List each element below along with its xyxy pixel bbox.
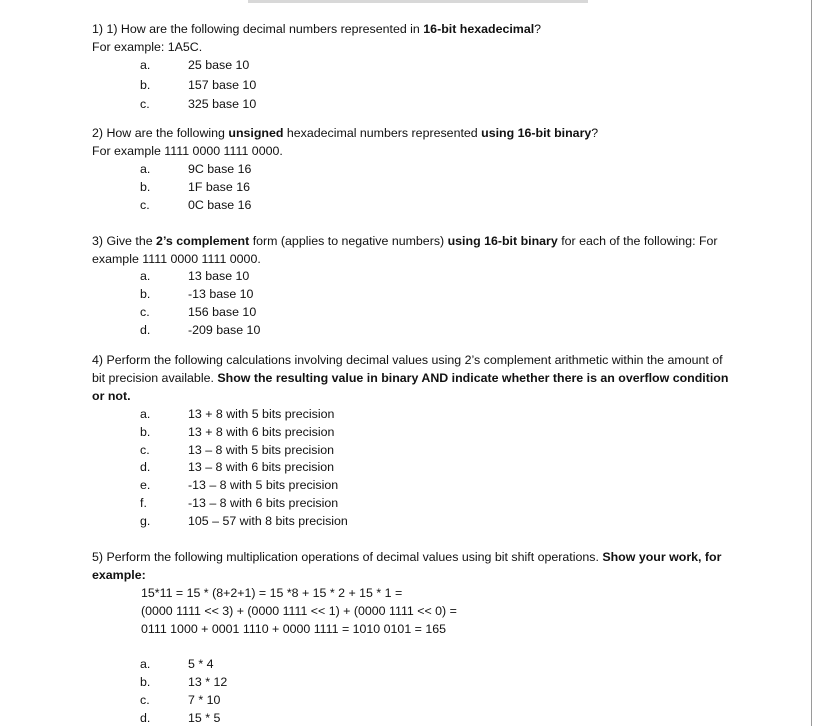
question-4-emphasis: Show the resulting value in binary AND indicate whether there is an overflow condition or not. bbox=[92, 371, 729, 403]
item-text: 25 base 10 bbox=[188, 58, 250, 72]
item-label: a. bbox=[140, 162, 151, 176]
item-text: 13 + 8 with 6 bits precision bbox=[188, 425, 335, 439]
item-text: 325 base 10 bbox=[188, 97, 257, 111]
item-text: 13 base 10 bbox=[188, 269, 250, 283]
question-2-emphasis-2: using 16-bit binary bbox=[481, 126, 592, 140]
question-2-example: For example 1111 0000 1111 0000. bbox=[92, 144, 283, 158]
list-item bbox=[0, 76, 813, 94]
question-5-prompt bbox=[92, 548, 732, 584]
list-item bbox=[0, 673, 813, 691]
list-item bbox=[0, 405, 813, 423]
item-label: c. bbox=[140, 305, 150, 319]
question-1-suffix: ? bbox=[534, 22, 542, 36]
item-label: g. bbox=[140, 514, 151, 528]
item-text: 5 * 4 bbox=[188, 657, 214, 671]
list-item bbox=[0, 494, 813, 512]
list-item bbox=[0, 423, 813, 441]
item-label: b. bbox=[140, 78, 151, 92]
item-label: c. bbox=[140, 198, 150, 212]
question-2-prompt bbox=[92, 124, 732, 142]
question-5-emphasis: Show your work, for example: bbox=[92, 550, 722, 582]
list-item bbox=[0, 321, 813, 339]
list-item bbox=[0, 655, 813, 673]
item-text: 7 * 10 bbox=[188, 693, 221, 707]
list-item bbox=[0, 178, 813, 196]
item-label: b. bbox=[140, 675, 151, 689]
question-2-suffix: ? bbox=[591, 126, 599, 140]
list-item bbox=[0, 709, 813, 727]
item-text: -209 base 10 bbox=[188, 323, 261, 337]
item-text: -13 base 10 bbox=[188, 287, 254, 301]
item-label: a. bbox=[140, 407, 151, 421]
item-label: d. bbox=[140, 323, 151, 337]
item-text: -13 – 8 with 5 bits precision bbox=[188, 478, 339, 492]
list-item bbox=[0, 196, 813, 214]
question-3-middle: form (applies to negative numbers) bbox=[249, 234, 448, 248]
question-3-text: 3) Give the bbox=[92, 234, 157, 248]
item-text: 13 – 8 with 5 bits precision bbox=[188, 443, 335, 457]
example-line: (0000 1111 << 3) + (0000 1111 << 1) + (0000 1111 << 0) = bbox=[141, 604, 457, 618]
question-1-emphasis: 16-bit hexadecimal bbox=[423, 22, 535, 36]
question-3-prompt bbox=[92, 232, 732, 268]
question-3-emphasis-2: using 16-bit binary bbox=[447, 234, 558, 248]
list-item bbox=[0, 56, 813, 74]
list-item bbox=[0, 441, 813, 459]
item-text: 13 + 8 with 5 bits precision bbox=[188, 407, 335, 421]
question-2-text: 2) How are the following bbox=[92, 126, 229, 140]
list-item bbox=[0, 285, 813, 303]
item-text: 156 base 10 bbox=[188, 305, 257, 319]
list-item bbox=[0, 476, 813, 494]
item-text: 13 * 12 bbox=[188, 675, 228, 689]
example-line: 0111 1000 + 0001 1110 + 0000 1111 = 1010 0101 = 165 bbox=[141, 622, 446, 636]
question-2-emphasis-1: unsigned bbox=[228, 126, 284, 140]
item-label: e. bbox=[140, 478, 151, 492]
item-text: 1F base 16 bbox=[188, 180, 250, 194]
question-1-prompt bbox=[92, 20, 732, 38]
question-1-example: For example: 1A5C. bbox=[92, 40, 203, 54]
list-item bbox=[0, 160, 813, 178]
item-label: c. bbox=[140, 443, 150, 457]
item-label: c. bbox=[140, 97, 150, 111]
item-text: 0C base 16 bbox=[188, 198, 252, 212]
item-label: d. bbox=[140, 711, 151, 725]
question-5-text: 5) Perform the following multiplication operations of decimal values using bit shift operations. bbox=[92, 550, 603, 564]
example-line: 15*11 = 15 * (8+2+1) = 15 *8 + 15 * 2 + 15 * 1 = bbox=[141, 586, 403, 600]
item-label: b. bbox=[140, 287, 151, 301]
item-label: d. bbox=[140, 460, 151, 474]
top-cut-off-line bbox=[248, 0, 588, 3]
item-label: c. bbox=[140, 693, 150, 707]
list-item bbox=[0, 458, 813, 476]
question-3-emphasis-1: 2’s complement bbox=[156, 234, 250, 248]
list-item bbox=[0, 95, 813, 113]
item-text: 9C base 16 bbox=[188, 162, 252, 176]
item-label: b. bbox=[140, 425, 151, 439]
question-4-text: 4) Perform the following calculations involving decimal values using 2’s complement arithmetic within the amount of bit precision available. bbox=[92, 353, 723, 385]
list-item bbox=[0, 512, 813, 530]
item-label: a. bbox=[140, 58, 151, 72]
item-label: b. bbox=[140, 180, 151, 194]
question-4-prompt bbox=[92, 351, 732, 405]
item-text: 157 base 10 bbox=[188, 78, 257, 92]
question-2-middle: hexadecimal numbers represented bbox=[283, 126, 482, 140]
question-3-suffix: for each of the following: For example 1111 0000 1111 0000. bbox=[92, 234, 718, 266]
item-text: -13 – 8 with 6 bits precision bbox=[188, 496, 339, 510]
question-1-text: 1) 1) How are the following decimal numbers represented in bbox=[92, 22, 424, 36]
item-label: a. bbox=[140, 657, 151, 671]
item-text: 105 – 57 with 8 bits precision bbox=[188, 514, 348, 528]
item-label: f. bbox=[140, 496, 147, 510]
list-item bbox=[0, 303, 813, 321]
item-text: 13 – 8 with 6 bits precision bbox=[188, 460, 335, 474]
list-item bbox=[0, 691, 813, 709]
list-item bbox=[0, 267, 813, 285]
item-label: a. bbox=[140, 269, 151, 283]
item-text: 15 * 5 bbox=[188, 711, 221, 725]
